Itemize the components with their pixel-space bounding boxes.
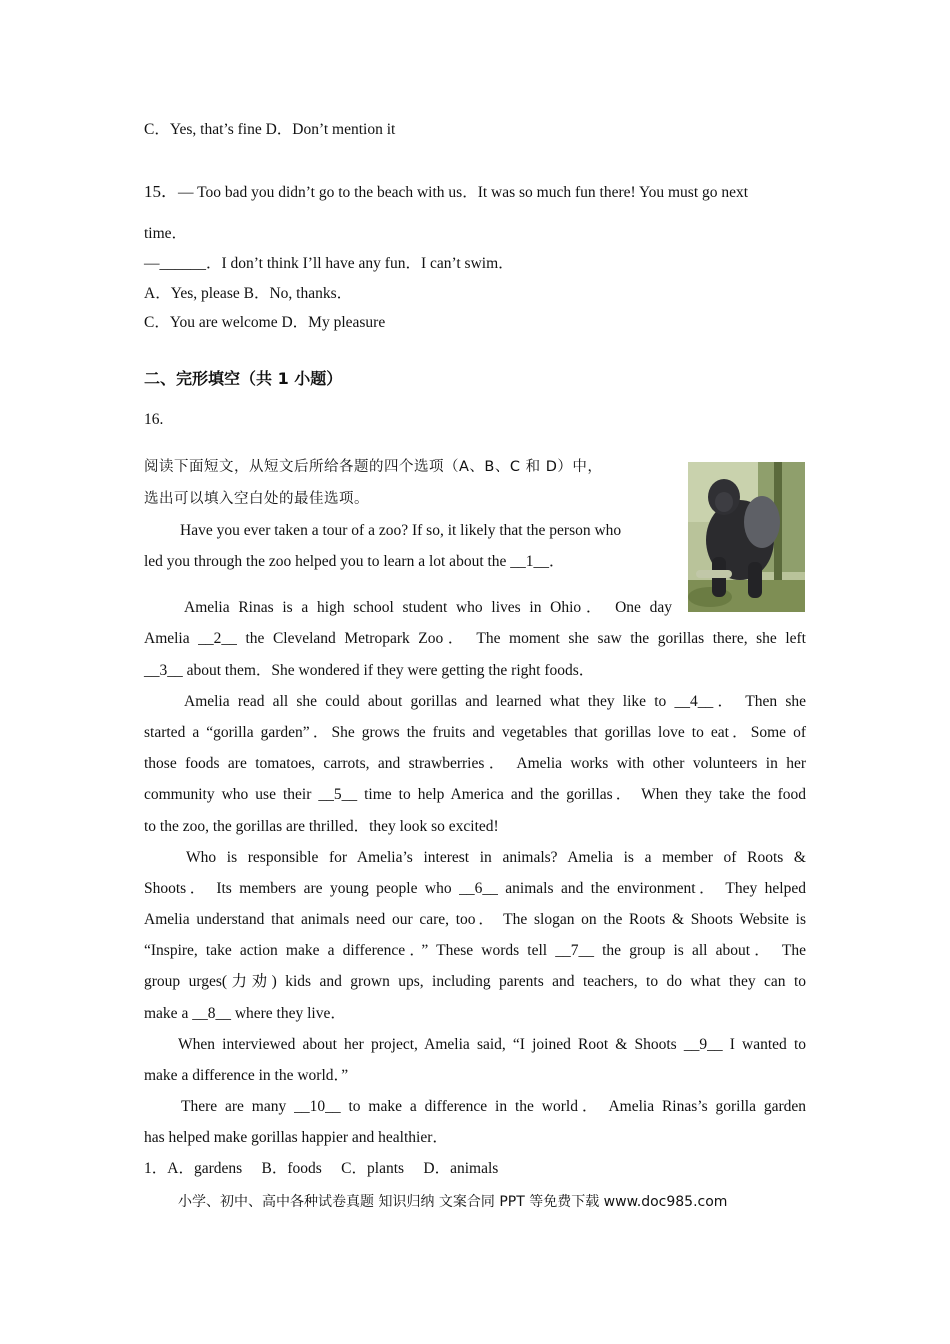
passage-line-9: community who use their __5__ time to help America and the gorillas． When they take the food [144,786,806,803]
passage-line-19: There are many __10__ to make a difference in the world． Amelia Rinas’s gorilla garden [181,1098,806,1115]
q15-reply: —______．I don’t think I’ll have any fun．I can’t swim． [144,255,514,272]
q15-stem-text: — Too bad you didn’t go to the beach with us．It was so much fun there! You must go next [178,184,749,201]
q15-options-ab: A．Yes, please B．No, thanks． [144,285,353,302]
q15-stem-line1 [144,182,806,203]
q14-options-cd: C．Yes, that’s fine D．Don’t mention it [144,121,396,138]
instruction-line-1: 阅读下面短文，从短文后所给各题的四个选项（A、B、C 和 D）中， [144,459,603,475]
q15-stem-line2: time． [144,225,188,242]
passage-line-6: Amelia read all she could about gorillas and learned what they like to __4__． Then she [184,693,806,710]
q16-number: 16. [144,411,164,428]
passage-line-12: Shoots． Its members are young people who __6__ animals and the environment． They helped [144,880,806,897]
passage-line-16: make a __8__ where they live． [144,1005,346,1022]
passage-line-2: led you through the zoo helped you to learn a lot about the __1__． [144,553,565,570]
passage-line-3: Amelia Rinas is a high school student who lives in Ohio． One day [184,599,672,616]
passage-line-5: __3__ about them．She wondered if they were getting the right foods． [144,662,595,679]
passage-line-14: “Inspire, take action make a difference．” These words tell __7__ the group is all about． The [144,942,806,959]
passage-line-18: make a difference in the world．” [144,1067,349,1084]
q15-options-cd: C．You are welcome D．My pleasure [144,314,386,331]
passage-line-7: started a “gorilla garden”．She grows the fruits and vegetables that gorillas love to eat．Some of [144,724,806,741]
gorilla-photo [688,462,805,612]
passage-line-8: those foods are tomatoes, carrots, and strawberries． Amelia works with other volunteers in her [144,755,806,772]
passage-line-20: has helped make gorillas happier and healthier． [144,1129,448,1146]
q15-number: 15． [144,182,178,201]
question-1-options: 1．A．gardens B．foods C．plants D．animals [144,1160,499,1177]
passage-line-15: group urges(力劝) kids and grown ups, including parents and teachers, to do what they can to [144,973,806,990]
passage-line-4: Amelia __2__ the Cleveland Metropark Zoo． The moment she saw the gorillas there, she left [144,630,806,647]
passage-line-1: Have you ever taken a tour of a zoo? If so, it likely that the person who [180,522,622,539]
passage-line-13: Amelia understand that animals need our care, too． The slogan on the Roots & Shoots Website is [144,911,806,928]
passage-line-17: When interviewed about her project, Amelia said, “I joined Root & Shoots __9__ I wanted to [178,1036,806,1053]
section-heading: 二、完形填空（共 1 小题） [144,369,343,388]
footer-text: 小学、初中、高中各种试卷真题 知识归纳 文案合同 PPT 等免费下载 www.doc985.com [178,1194,728,1210]
instruction-line-2: 选出可以填入空白处的最佳选项。 [144,491,369,507]
passage-line-11: Who is responsible for Amelia’s interest in animals? Amelia is a member of Roots & [186,849,806,866]
passage-line-10: to the zoo, the gorillas are thrilled．they look so excited! [144,818,499,835]
